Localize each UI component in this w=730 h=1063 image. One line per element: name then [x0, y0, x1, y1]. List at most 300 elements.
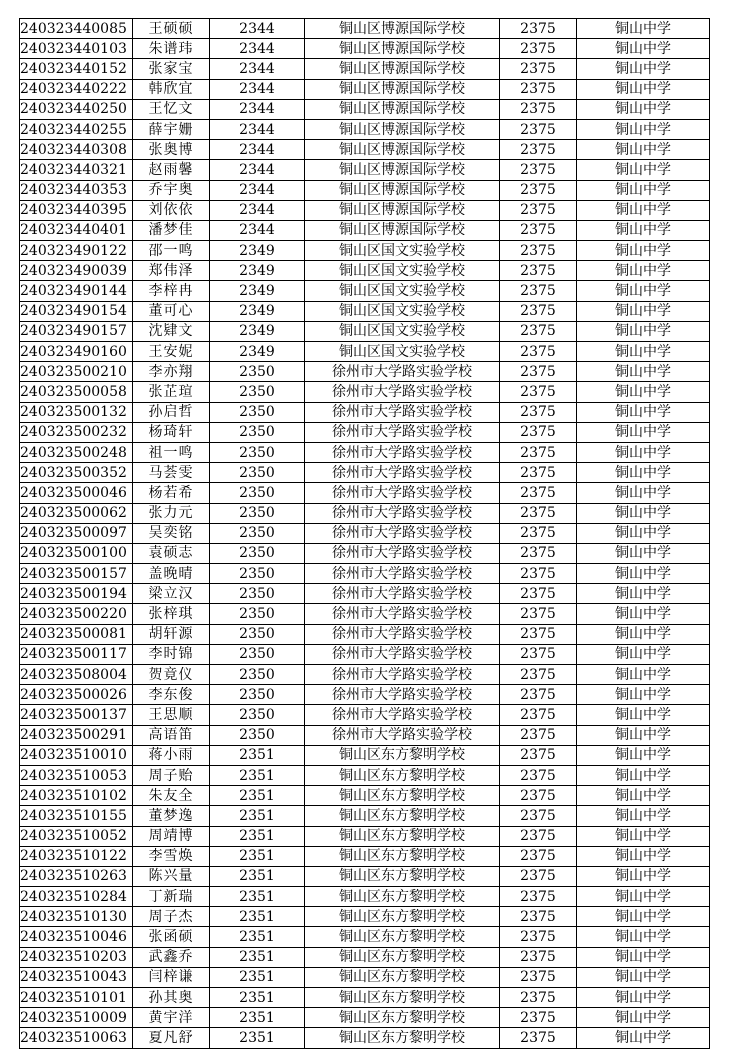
student-name-cell: 吴奕铭 — [133, 523, 210, 543]
target-school-code-cell: 2375 — [500, 685, 577, 705]
school-name-cell: 铜山区东方黎明学校 — [305, 1008, 500, 1028]
school-code-cell: 2351 — [210, 826, 305, 846]
target-school-code-cell: 2375 — [500, 119, 577, 139]
exam-number-cell: 240323440085 — [20, 19, 133, 39]
school-code-cell: 2344 — [210, 19, 305, 39]
student-name-cell: 盖晚晴 — [133, 564, 210, 584]
target-school-name-cell: 铜山中学 — [577, 927, 710, 947]
exam-number-cell: 240323440401 — [20, 220, 133, 240]
student-name-cell: 张梓琪 — [133, 604, 210, 624]
target-school-code-cell: 2375 — [500, 321, 577, 341]
school-code-cell: 2350 — [210, 483, 305, 503]
exam-number-cell: 240323440222 — [20, 79, 133, 99]
target-school-name-cell: 铜山中学 — [577, 604, 710, 624]
exam-number-cell: 240323510284 — [20, 887, 133, 907]
table-row — [20, 362, 710, 382]
target-school-code-cell: 2375 — [500, 786, 577, 806]
student-name-cell: 杨琦轩 — [133, 422, 210, 442]
school-code-cell: 2350 — [210, 665, 305, 685]
school-name-cell: 徐州市大学路实验学校 — [305, 362, 500, 382]
target-school-code-cell: 2375 — [500, 281, 577, 301]
target-school-code-cell: 2375 — [500, 362, 577, 382]
target-school-name-cell: 铜山中学 — [577, 402, 710, 422]
school-code-cell: 2349 — [210, 241, 305, 261]
target-school-name-cell: 铜山中学 — [577, 19, 710, 39]
table-row — [20, 261, 710, 281]
school-code-cell: 2349 — [210, 321, 305, 341]
school-name-cell: 徐州市大学路实验学校 — [305, 382, 500, 402]
school-code-cell: 2350 — [210, 382, 305, 402]
table-row — [20, 665, 710, 685]
student-name-cell: 韩欣宜 — [133, 79, 210, 99]
target-school-code-cell: 2375 — [500, 765, 577, 785]
target-school-code-cell: 2375 — [500, 59, 577, 79]
target-school-name-cell: 铜山中学 — [577, 281, 710, 301]
table-row — [20, 281, 710, 301]
school-code-cell: 2350 — [210, 644, 305, 664]
school-code-cell: 2344 — [210, 79, 305, 99]
target-school-name-cell: 铜山中学 — [577, 463, 710, 483]
student-name-cell: 蒋小雨 — [133, 745, 210, 765]
school-code-cell: 2350 — [210, 442, 305, 462]
exam-number-cell: 240323440250 — [20, 99, 133, 119]
student-name-cell: 胡轩源 — [133, 624, 210, 644]
exam-number-cell: 240323440395 — [20, 200, 133, 220]
school-code-cell: 2351 — [210, 887, 305, 907]
exam-number-cell: 240323500232 — [20, 422, 133, 442]
target-school-name-cell: 铜山中学 — [577, 442, 710, 462]
school-code-cell: 2350 — [210, 564, 305, 584]
target-school-code-cell: 2375 — [500, 382, 577, 402]
school-name-cell: 铜山区博源国际学校 — [305, 59, 500, 79]
target-school-name-cell: 铜山中学 — [577, 543, 710, 563]
target-school-name-cell: 铜山中学 — [577, 140, 710, 160]
exam-number-cell: 240323500194 — [20, 584, 133, 604]
school-name-cell: 铜山区东方黎明学校 — [305, 907, 500, 927]
student-name-cell: 李时锦 — [133, 644, 210, 664]
target-school-code-cell: 2375 — [500, 866, 577, 886]
student-name-cell: 王思顺 — [133, 705, 210, 725]
target-school-code-cell: 2375 — [500, 887, 577, 907]
exam-number-cell: 240323510130 — [20, 907, 133, 927]
exam-number-cell: 240323510203 — [20, 947, 133, 967]
school-code-cell: 2351 — [210, 967, 305, 987]
school-code-cell: 2349 — [210, 261, 305, 281]
school-code-cell: 2351 — [210, 988, 305, 1008]
target-school-name-cell: 铜山中学 — [577, 967, 710, 987]
table-row — [20, 745, 710, 765]
student-name-cell: 郑伟泽 — [133, 261, 210, 281]
table-row — [20, 826, 710, 846]
table-row — [20, 483, 710, 503]
table-row — [20, 725, 710, 745]
exam-number-cell: 240323500026 — [20, 685, 133, 705]
target-school-code-cell: 2375 — [500, 160, 577, 180]
table-row — [20, 907, 710, 927]
exam-number-cell: 240323510122 — [20, 846, 133, 866]
student-admission-table — [19, 18, 710, 1049]
student-name-cell: 赵雨馨 — [133, 160, 210, 180]
school-name-cell: 铜山区东方黎明学校 — [305, 988, 500, 1008]
target-school-code-cell: 2375 — [500, 200, 577, 220]
target-school-name-cell: 铜山中学 — [577, 39, 710, 59]
school-code-cell: 2344 — [210, 180, 305, 200]
target-school-code-cell: 2375 — [500, 483, 577, 503]
school-code-cell: 2350 — [210, 685, 305, 705]
target-school-code-cell: 2375 — [500, 665, 577, 685]
school-code-cell: 2350 — [210, 422, 305, 442]
target-school-name-cell: 铜山中学 — [577, 180, 710, 200]
target-school-code-cell: 2375 — [500, 624, 577, 644]
student-name-cell: 李梓冉 — [133, 281, 210, 301]
target-school-code-cell: 2375 — [500, 543, 577, 563]
school-code-cell: 2344 — [210, 39, 305, 59]
student-name-cell: 陈兴量 — [133, 866, 210, 886]
school-code-cell: 2350 — [210, 543, 305, 563]
target-school-name-cell: 铜山中学 — [577, 321, 710, 341]
exam-number-cell: 240323440152 — [20, 59, 133, 79]
target-school-name-cell: 铜山中学 — [577, 806, 710, 826]
student-name-cell: 武鑫乔 — [133, 947, 210, 967]
school-name-cell: 徐州市大学路实验学校 — [305, 422, 500, 442]
school-name-cell: 徐州市大学路实验学校 — [305, 685, 500, 705]
student-name-cell: 张家宝 — [133, 59, 210, 79]
school-code-cell: 2349 — [210, 342, 305, 362]
student-name-cell: 张力元 — [133, 503, 210, 523]
table-row — [20, 543, 710, 563]
table-row — [20, 1028, 710, 1048]
table-row — [20, 79, 710, 99]
school-name-cell: 铜山区博源国际学校 — [305, 19, 500, 39]
table-row — [20, 402, 710, 422]
school-name-cell: 铜山区国文实验学校 — [305, 301, 500, 321]
school-name-cell: 徐州市大学路实验学校 — [305, 604, 500, 624]
exam-number-cell: 240323510101 — [20, 988, 133, 1008]
target-school-name-cell: 铜山中学 — [577, 422, 710, 442]
table-row — [20, 523, 710, 543]
exam-number-cell: 240323440103 — [20, 39, 133, 59]
target-school-code-cell: 2375 — [500, 99, 577, 119]
target-school-name-cell: 铜山中学 — [577, 564, 710, 584]
school-code-cell: 2350 — [210, 463, 305, 483]
target-school-code-cell: 2375 — [500, 342, 577, 362]
student-name-cell: 邵一鸣 — [133, 241, 210, 261]
exam-number-cell: 240323510046 — [20, 927, 133, 947]
table-row — [20, 988, 710, 1008]
exam-number-cell: 240323510063 — [20, 1028, 133, 1048]
table-row — [20, 846, 710, 866]
school-name-cell: 徐州市大学路实验学校 — [305, 503, 500, 523]
school-code-cell: 2344 — [210, 119, 305, 139]
exam-number-cell: 240323500117 — [20, 644, 133, 664]
target-school-code-cell: 2375 — [500, 806, 577, 826]
table-row — [20, 685, 710, 705]
table-row — [20, 1008, 710, 1028]
target-school-name-cell: 铜山中学 — [577, 362, 710, 382]
target-school-name-cell: 铜山中学 — [577, 160, 710, 180]
school-code-cell: 2351 — [210, 806, 305, 826]
school-name-cell: 铜山区博源国际学校 — [305, 180, 500, 200]
student-name-cell: 潘梦佳 — [133, 220, 210, 240]
student-name-cell: 周子贻 — [133, 765, 210, 785]
table-row — [20, 119, 710, 139]
target-school-name-cell: 铜山中学 — [577, 846, 710, 866]
exam-number-cell: 240323500062 — [20, 503, 133, 523]
table-body — [20, 19, 710, 1049]
target-school-name-cell: 铜山中学 — [577, 725, 710, 745]
exam-number-cell: 240323500291 — [20, 725, 133, 745]
student-name-cell: 王忆文 — [133, 99, 210, 119]
target-school-code-cell: 2375 — [500, 1008, 577, 1028]
exam-number-cell: 240323500132 — [20, 402, 133, 422]
table-row — [20, 604, 710, 624]
student-name-cell: 李雪焕 — [133, 846, 210, 866]
target-school-name-cell: 铜山中学 — [577, 59, 710, 79]
school-name-cell: 铜山区东方黎明学校 — [305, 786, 500, 806]
target-school-code-cell: 2375 — [500, 1028, 577, 1048]
exam-number-cell: 240323440308 — [20, 140, 133, 160]
exam-number-cell: 240323490122 — [20, 241, 133, 261]
school-code-cell: 2344 — [210, 59, 305, 79]
student-name-cell: 杨若希 — [133, 483, 210, 503]
target-school-code-cell: 2375 — [500, 523, 577, 543]
target-school-name-cell: 铜山中学 — [577, 745, 710, 765]
school-code-cell: 2350 — [210, 624, 305, 644]
exam-number-cell: 240323510102 — [20, 786, 133, 806]
table-row — [20, 564, 710, 584]
target-school-code-cell: 2375 — [500, 180, 577, 200]
target-school-name-cell: 铜山中学 — [577, 665, 710, 685]
exam-number-cell: 240323510052 — [20, 826, 133, 846]
table-row — [20, 644, 710, 664]
student-name-cell: 董可心 — [133, 301, 210, 321]
table-row — [20, 947, 710, 967]
table-row — [20, 806, 710, 826]
target-school-code-cell: 2375 — [500, 220, 577, 240]
student-name-cell: 周靖博 — [133, 826, 210, 846]
school-code-cell: 2351 — [210, 1028, 305, 1048]
exam-number-cell: 240323490154 — [20, 301, 133, 321]
exam-number-cell: 240323490144 — [20, 281, 133, 301]
student-name-cell: 张函硕 — [133, 927, 210, 947]
school-name-cell: 徐州市大学路实验学校 — [305, 725, 500, 745]
target-school-code-cell: 2375 — [500, 846, 577, 866]
school-code-cell: 2351 — [210, 907, 305, 927]
student-name-cell: 刘依依 — [133, 200, 210, 220]
target-school-name-cell: 铜山中学 — [577, 644, 710, 664]
school-code-cell: 2350 — [210, 584, 305, 604]
school-name-cell: 铜山区博源国际学校 — [305, 220, 500, 240]
table-row — [20, 200, 710, 220]
school-name-cell: 铜山区东方黎明学校 — [305, 967, 500, 987]
school-name-cell: 铜山区东方黎明学校 — [305, 846, 500, 866]
target-school-code-cell: 2375 — [500, 301, 577, 321]
target-school-name-cell: 铜山中学 — [577, 220, 710, 240]
student-name-cell: 马荟雯 — [133, 463, 210, 483]
target-school-name-cell: 铜山中学 — [577, 765, 710, 785]
school-code-cell: 2351 — [210, 927, 305, 947]
student-name-cell: 王硕硕 — [133, 19, 210, 39]
target-school-name-cell: 铜山中学 — [577, 1008, 710, 1028]
exam-number-cell: 240323440353 — [20, 180, 133, 200]
exam-number-cell: 240323490160 — [20, 342, 133, 362]
school-name-cell: 铜山区东方黎明学校 — [305, 866, 500, 886]
target-school-name-cell: 铜山中学 — [577, 503, 710, 523]
school-name-cell: 铜山区博源国际学校 — [305, 160, 500, 180]
student-name-cell: 周子杰 — [133, 907, 210, 927]
exam-number-cell: 240323500100 — [20, 543, 133, 563]
target-school-code-cell: 2375 — [500, 927, 577, 947]
table-row — [20, 241, 710, 261]
exam-number-cell: 240323500046 — [20, 483, 133, 503]
school-name-cell: 铜山区国文实验学校 — [305, 321, 500, 341]
target-school-name-cell: 铜山中学 — [577, 685, 710, 705]
student-name-cell: 丁新瑞 — [133, 887, 210, 907]
school-name-cell: 铜山区东方黎明学校 — [305, 947, 500, 967]
exam-number-cell: 240323500081 — [20, 624, 133, 644]
target-school-code-cell: 2375 — [500, 705, 577, 725]
exam-number-cell: 240323500248 — [20, 442, 133, 462]
school-code-cell: 2350 — [210, 725, 305, 745]
target-school-name-cell: 铜山中学 — [577, 99, 710, 119]
target-school-name-cell: 铜山中学 — [577, 200, 710, 220]
school-code-cell: 2351 — [210, 866, 305, 886]
target-school-name-cell: 铜山中学 — [577, 887, 710, 907]
school-code-cell: 2350 — [210, 523, 305, 543]
school-name-cell: 铜山区东方黎明学校 — [305, 765, 500, 785]
school-name-cell: 徐州市大学路实验学校 — [305, 442, 500, 462]
target-school-code-cell: 2375 — [500, 442, 577, 462]
target-school-name-cell: 铜山中学 — [577, 241, 710, 261]
table-row — [20, 503, 710, 523]
table-row — [20, 59, 710, 79]
exam-number-cell: 240323490039 — [20, 261, 133, 281]
school-name-cell: 徐州市大学路实验学校 — [305, 564, 500, 584]
school-name-cell: 铜山区博源国际学校 — [305, 119, 500, 139]
student-name-cell: 夏凡舒 — [133, 1028, 210, 1048]
target-school-name-cell: 铜山中学 — [577, 826, 710, 846]
target-school-name-cell: 铜山中学 — [577, 523, 710, 543]
school-name-cell: 徐州市大学路实验学校 — [305, 624, 500, 644]
table-row — [20, 786, 710, 806]
exam-number-cell: 240323510263 — [20, 866, 133, 886]
target-school-code-cell: 2375 — [500, 422, 577, 442]
student-name-cell: 张芷瑄 — [133, 382, 210, 402]
table-row — [20, 887, 710, 907]
student-name-cell: 李亦翔 — [133, 362, 210, 382]
target-school-code-cell: 2375 — [500, 503, 577, 523]
school-name-cell: 铜山区国文实验学校 — [305, 241, 500, 261]
table-row — [20, 301, 710, 321]
school-name-cell: 徐州市大学路实验学校 — [305, 402, 500, 422]
table-row — [20, 422, 710, 442]
table-row — [20, 705, 710, 725]
school-name-cell: 徐州市大学路实验学校 — [305, 644, 500, 664]
student-name-cell: 王安妮 — [133, 342, 210, 362]
school-name-cell: 徐州市大学路实验学校 — [305, 705, 500, 725]
school-code-cell: 2351 — [210, 765, 305, 785]
exam-number-cell: 240323440255 — [20, 119, 133, 139]
school-name-cell: 铜山区博源国际学校 — [305, 79, 500, 99]
table-row — [20, 220, 710, 240]
table-row — [20, 99, 710, 119]
table-row — [20, 180, 710, 200]
exam-number-cell: 240323510053 — [20, 765, 133, 785]
school-name-cell: 徐州市大学路实验学校 — [305, 665, 500, 685]
exam-number-cell: 240323500058 — [20, 382, 133, 402]
exam-number-cell: 240323490157 — [20, 321, 133, 341]
target-school-code-cell: 2375 — [500, 725, 577, 745]
table-row — [20, 624, 710, 644]
school-code-cell: 2351 — [210, 1008, 305, 1028]
target-school-code-cell: 2375 — [500, 604, 577, 624]
target-school-name-cell: 铜山中学 — [577, 382, 710, 402]
target-school-code-cell: 2375 — [500, 39, 577, 59]
target-school-code-cell: 2375 — [500, 261, 577, 281]
school-name-cell: 铜山区东方黎明学校 — [305, 806, 500, 826]
target-school-name-cell: 铜山中学 — [577, 866, 710, 886]
target-school-name-cell: 铜山中学 — [577, 483, 710, 503]
exam-number-cell: 240323510155 — [20, 806, 133, 826]
table-row — [20, 927, 710, 947]
target-school-code-cell: 2375 — [500, 463, 577, 483]
school-name-cell: 徐州市大学路实验学校 — [305, 584, 500, 604]
school-code-cell: 2351 — [210, 745, 305, 765]
table-row — [20, 584, 710, 604]
school-name-cell: 铜山区东方黎明学校 — [305, 826, 500, 846]
target-school-name-cell: 铜山中学 — [577, 786, 710, 806]
exam-number-cell: 240323500220 — [20, 604, 133, 624]
target-school-name-cell: 铜山中学 — [577, 119, 710, 139]
school-code-cell: 2350 — [210, 503, 305, 523]
table-row — [20, 342, 710, 362]
student-name-cell: 祖一鸣 — [133, 442, 210, 462]
table-row — [20, 463, 710, 483]
school-code-cell: 2344 — [210, 200, 305, 220]
exam-number-cell: 240323500352 — [20, 463, 133, 483]
school-name-cell: 铜山区国文实验学校 — [305, 342, 500, 362]
school-name-cell: 铜山区博源国际学校 — [305, 39, 500, 59]
student-name-cell: 薛宇姗 — [133, 119, 210, 139]
target-school-code-cell: 2375 — [500, 967, 577, 987]
school-name-cell: 铜山区国文实验学校 — [305, 261, 500, 281]
school-code-cell: 2344 — [210, 160, 305, 180]
target-school-name-cell: 铜山中学 — [577, 301, 710, 321]
exam-number-cell: 240323510010 — [20, 745, 133, 765]
school-code-cell: 2344 — [210, 99, 305, 119]
target-school-code-cell: 2375 — [500, 745, 577, 765]
table-row — [20, 866, 710, 886]
exam-number-cell: 240323500210 — [20, 362, 133, 382]
school-name-cell: 铜山区国文实验学校 — [305, 281, 500, 301]
school-code-cell: 2344 — [210, 140, 305, 160]
school-name-cell: 铜山区东方黎明学校 — [305, 1028, 500, 1048]
target-school-name-cell: 铜山中学 — [577, 1028, 710, 1048]
school-name-cell: 铜山区博源国际学校 — [305, 140, 500, 160]
target-school-code-cell: 2375 — [500, 79, 577, 99]
student-name-cell: 张奥博 — [133, 140, 210, 160]
student-name-cell: 梁立汉 — [133, 584, 210, 604]
student-name-cell: 贺竟仪 — [133, 665, 210, 685]
student-name-cell: 高语笛 — [133, 725, 210, 745]
target-school-code-cell: 2375 — [500, 826, 577, 846]
school-code-cell: 2349 — [210, 281, 305, 301]
target-school-code-cell: 2375 — [500, 19, 577, 39]
target-school-name-cell: 铜山中学 — [577, 79, 710, 99]
table-row — [20, 140, 710, 160]
target-school-name-cell: 铜山中学 — [577, 624, 710, 644]
target-school-name-cell: 铜山中学 — [577, 947, 710, 967]
